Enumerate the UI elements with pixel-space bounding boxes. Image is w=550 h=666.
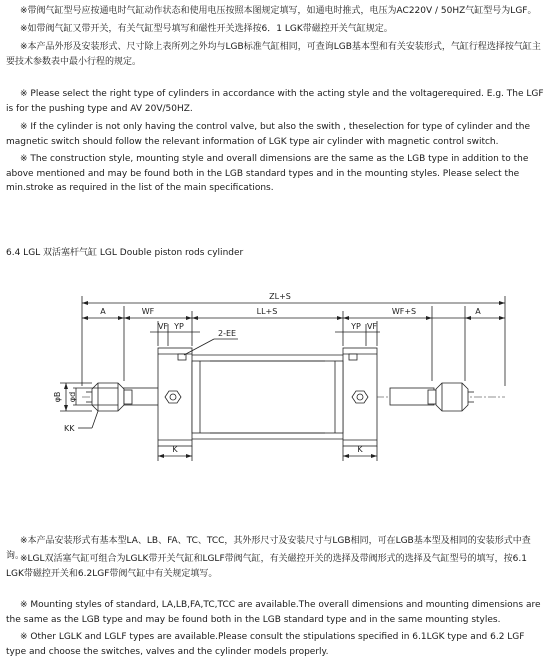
note-mounting-en: ※ Mounting styles of standard, LA,LB,FA,TC,TCC are available.The overall dimensions and mounting dimensions are the same as the LGB type and may be found both in the LGB standard type and in the same mounting styles. [6,600,541,625]
dim-phi-d: φd [68,391,77,403]
note-combination-cn: ※LGL双活塞气缸可组合为LGLK带开关气缸和LGLF带阀气缸，有关磁控开关的选择及带阀形式的选择及气缸型号的填写，按6.1 LGK带磁控开关和6.2LGF带阀气缸中有关规定填写。 [6,554,527,579]
section-title: 6.4 LGL 双活塞杆气缸 LGL Double piston rods cylinder [6,248,244,258]
note-valve-switch-cn: ※如带阀气缸又带开关，有关气缸型号填写和磁性开关选择按6．1 LGK带磁控开关气缸规定。 [20,24,393,34]
dim-ll-s: LL+S [256,307,278,316]
note-construction-en: ※ The construction style, mounting style and overall dimensions are the same as the LGB type in addition to the above mentioned and may be found both in the LGB standard types and in the mounting styles. Please select the min.stroke as required in the list of the main specifications. [6,154,529,193]
double-rod-cylinder-drawing [0,266,550,488]
note-valve-model-en: ※ Please select the right type of cylinders in accordance with the acting style and the voltagerequired. E.g. The LGF is for the pushing type and AV 20V/50HZ. [6,89,544,114]
dim-zl-s: ZL+S [269,292,291,301]
note-construction-cn: ※本产品外形及安装形式、尺寸除上表所列之外均与LGB标准气缸相同，可查询LGB基本型和有关安装形式，气缸行程选择按气缸主要技术参数表中最小行程的规定。 [6,42,541,67]
note-valve-model-cn: ※带阀气缸型号应按通电时气缸动作状态和使用电压按照本图规定填写，如通电时推式，电压为AC220V / 50HZ气缸型号为LGF。 [20,6,537,16]
dim-k-right: K [357,445,363,454]
dim-a-left: A [100,307,106,316]
dim-yp-left: YP [174,322,184,331]
dim-vf-right: VF [366,322,378,331]
dim-k-left: K [172,445,178,454]
note-combination-en: ※ Other LGLK and LGLF types are available.Please consult the stipulations specified in 6.1LGK type and 6.2 LGF type and choose the switches, valves and the cylinder models properly. [6,632,525,657]
dim-phi-b: φB [53,391,62,403]
dim-wf-s: WF+S [391,307,417,316]
note-valve-switch-en: ※ If the cylinder is not only having the control valve, but also the swith , theselection for type of cylinder and the magnetic switch should follow the relevant information of LGK type air cylinder with magnetic control switch. [6,122,531,147]
dim-2-ee: 2-EE [218,329,237,338]
dim-wf: WF [141,307,155,316]
dim-yp-right: YP [351,322,361,331]
note-mounting-cn: ※本产品安装形式有基本型LA、LB、FA、TC、TCC，其外形尺寸及安装尺寸与LGB相同，可在LGB基本型及相同的安装形式中查询。 [6,536,531,561]
dim-kk: KK [64,424,75,433]
dim-a-right: A [475,307,481,316]
dim-vf-left: VF [157,322,169,331]
